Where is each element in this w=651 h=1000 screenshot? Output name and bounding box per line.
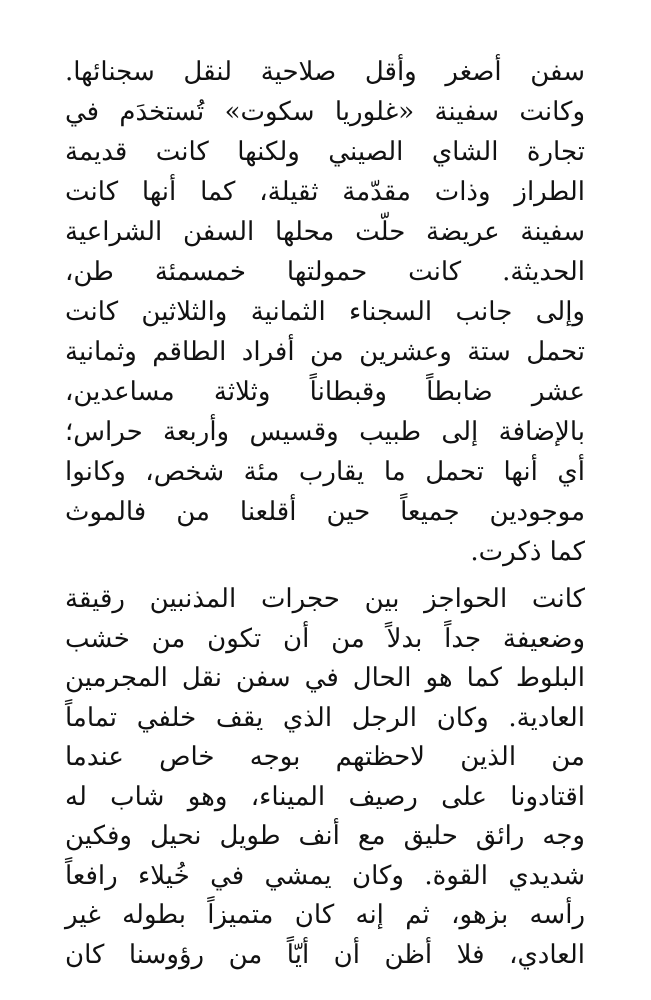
text-line: عشر ضابطاً وقبطاناً وثلاثة مساعدين، [65, 377, 585, 407]
text-line: اقتادونا على رصيف الميناء، وهو شاب له [65, 781, 585, 812]
text-line: من الذين لاحظتهم بوجه خاص عندما [65, 742, 585, 772]
text-line: بالإضافة إلى طبيب وقسيس وأربعة حراس؛ [65, 417, 585, 447]
text-line: أي أنها تحمل ما يقارب مئة شخص، وكانوا [65, 457, 585, 487]
text-line: العادية. وكان الرجل الذي يقف خلفي تماماً [65, 702, 585, 733]
text-line: شديدي القوة. وكان يمشي في خُيلاء رافعاً [65, 860, 585, 891]
text-line: وجه رائق حليق مع أنف طويل نحيل وفكين [65, 821, 585, 851]
text-line: وضعيفة جداً بدلاً من أن تكون من خشب [65, 623, 585, 654]
text-line: كانت الحواجز بين حجرات المذنبين رقيقة [65, 584, 585, 614]
text-line: وإلى جانب السجناء الثمانية والثلاثين كانت [65, 297, 585, 327]
text-line: الحديثة. كانت حمولتها خمسمئة طن، [65, 257, 585, 287]
text-line: البلوط كما هو الحال في سفن نقل المجرمين [65, 663, 585, 693]
text-line: موجودين جميعاً حين أقلعنا من فالموث [65, 497, 585, 527]
text-line: سفينة عريضة حلّت محلها السفن الشراعية [65, 217, 585, 247]
text-line: العادي، فلا أظن أن أيّاً من رؤوسنا كان [65, 939, 585, 970]
text-line: رأسه بزهو، ثم إنه كان متميزاً بطوله غير [65, 900, 585, 930]
text-line: سفن أصغر وأقل صلاحية لنقل سجنائها. [65, 57, 585, 87]
paragraph-1 [65, 52, 585, 572]
text-line: كما ذكرت. [470, 537, 585, 567]
text-line: تجارة الشاي الصيني ولكنها كانت قديمة [65, 137, 585, 167]
paragraph-2 [65, 580, 585, 975]
text-line: تحمل ستة وعشرين من أفراد الطاقم وثمانية [65, 337, 585, 367]
text-line: وكانت سفينة «غلوريا سكوت» تُستخدَم في [65, 97, 585, 127]
text-line: الطراز وذات مقدّمة ثقيلة، كما أنها كانت [65, 177, 585, 207]
